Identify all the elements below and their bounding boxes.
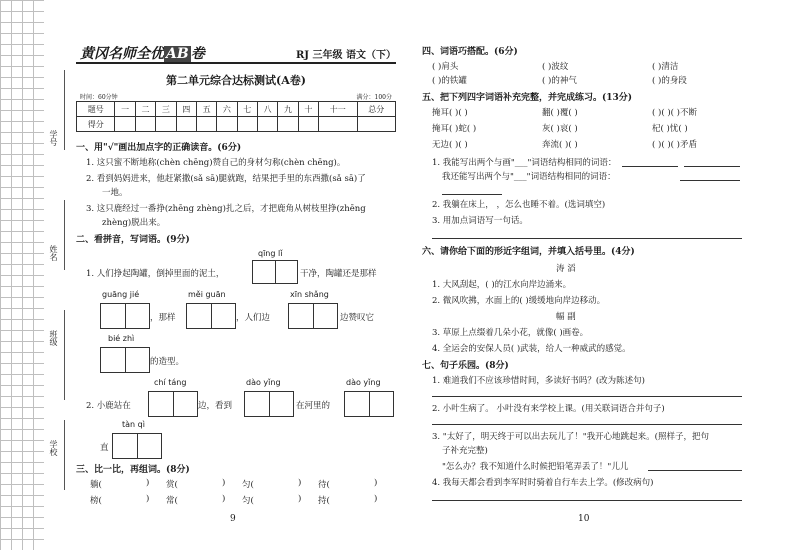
score-cell: 得分 xyxy=(77,117,115,132)
compare-item: 榜( xyxy=(90,496,102,506)
section-2-heading: 二、看拼音，写词语。(9分) xyxy=(76,235,190,245)
s1-q3b: zhèng)脱出来。 xyxy=(102,218,166,228)
score-header-cell: 四 xyxy=(176,102,196,117)
s5-q3: 3. 用加点词语写一句话。 xyxy=(432,216,528,226)
s6-q4: 4. 全运会的安保人员( )武装，给人一种威武的感觉。 xyxy=(432,344,631,354)
student-id-label: 学号 xyxy=(49,130,58,146)
answer-box[interactable] xyxy=(148,391,198,417)
answer-box[interactable] xyxy=(100,347,150,373)
binder-line xyxy=(64,420,65,490)
match-item: ( )清洁 xyxy=(652,62,679,72)
answer-box[interactable] xyxy=(252,260,298,284)
pinyin-daoying-2: dào yǐng xyxy=(346,378,381,387)
match-item: ( )的神气 xyxy=(542,76,577,86)
class-label: 班级 xyxy=(49,330,58,346)
answer-box[interactable] xyxy=(344,391,394,417)
s5-q1a: 1. 我能写出两个与画"___"词语结构相同的词语： xyxy=(432,158,617,168)
s6-q1: 1. 大风刮起，( )的江水向岸边涌来。 xyxy=(432,280,572,290)
page-number-left: 9 xyxy=(230,514,236,524)
answer-box[interactable] xyxy=(100,303,150,329)
match-item: ( )肩头 xyxy=(432,62,459,72)
s7-q3b: 子补充完整) xyxy=(442,446,488,456)
compare-close-paren: ) xyxy=(222,478,226,488)
score-header-cell: 题号 xyxy=(77,102,115,117)
score-cell[interactable] xyxy=(319,117,357,132)
score-header-cell: 十一 xyxy=(319,102,357,117)
score-cell[interactable] xyxy=(257,117,277,132)
idiom-item: 翻( )覆( ) xyxy=(542,108,578,118)
score-cell[interactable] xyxy=(156,117,176,132)
match-item: ( )波纹 xyxy=(542,62,569,72)
s2-q1e: 边赞叹它 xyxy=(340,313,375,323)
grade-label: RJ 三年级 语文（下） xyxy=(295,50,396,61)
binder-strip xyxy=(44,0,74,550)
pinyin-daoying-1: dào yǐng xyxy=(246,378,281,387)
s7-q3a: 3. "太好了，明天终于可以出去玩儿了！"我开心地跳起来。(照样子，把句 xyxy=(432,432,709,442)
pinyin-qingli: qīng lǐ xyxy=(258,249,283,258)
score-table xyxy=(76,101,396,132)
brand-logo: 黄冈名师全优 AB 卷 xyxy=(80,46,205,62)
pinyin-xinshang: xīn shǎng xyxy=(290,290,329,299)
compare-item: 待( xyxy=(318,480,330,490)
answer-box[interactable] xyxy=(186,303,236,329)
answer-box[interactable] xyxy=(288,303,338,329)
section-3-heading: 三、比一比，再组词。(8分) xyxy=(76,465,190,475)
score-cell[interactable] xyxy=(357,117,396,132)
score-label: 满分：100分 xyxy=(356,94,392,101)
s2-q1b: 干净，陶罐还是那样 xyxy=(300,269,377,279)
idiom-item: 无边( )( ) xyxy=(432,140,468,150)
section-4-heading: 四、词语巧搭配。(6分) xyxy=(422,47,518,57)
score-cell[interactable] xyxy=(176,117,196,132)
s7-q2: 2. 小叶生病了。 小叶没有来学校上课。(用关联词语合并句子) xyxy=(432,404,665,414)
compare-item: 赏( xyxy=(166,480,178,490)
score-cell[interactable] xyxy=(298,117,318,132)
s6-words-1: 涛 滔 xyxy=(556,264,576,274)
s2-q1f: 的造型。 xyxy=(150,357,185,367)
compare-close-paren: ) xyxy=(146,478,150,488)
compare-item: 匀( xyxy=(242,480,254,490)
s6-q3: 3. 草原上点缀着几朵小花，就像( )画卷。 xyxy=(432,328,589,338)
pinyin-tanqi: tàn qì xyxy=(122,420,145,429)
score-header-cell: 九 xyxy=(278,102,298,117)
score-cell[interactable] xyxy=(115,117,135,132)
pinyin-guangjie: guāng jié xyxy=(102,290,140,299)
pinyin-meiguan: měi guān xyxy=(188,290,226,299)
compare-item: 持( xyxy=(318,496,330,506)
s1-q2b: 一地。 xyxy=(102,188,128,198)
compare-item: 常( xyxy=(166,496,178,506)
score-cell[interactable] xyxy=(237,117,257,132)
score-header-cell: 三 xyxy=(156,102,176,117)
name-label: 姓名 xyxy=(49,245,58,261)
binder-line xyxy=(64,310,65,400)
page-number-right: 10 xyxy=(578,514,590,524)
s5-q1b: 我还能写出两个与"___"词语结构相同的词语： xyxy=(442,172,616,182)
score-header-cell: 七 xyxy=(237,102,257,117)
time-label: 时间：60分钟 xyxy=(80,94,118,101)
section-1-heading: 一、用"√"画出加点字的正确读音。(6分) xyxy=(76,143,242,153)
idiom-item: 杞( )忧( ) xyxy=(652,124,688,134)
s1-q1: 1. 这只蜜不断地称(chèn chēng)赞自己的身材匀称(chèn chēng)。 xyxy=(86,158,346,168)
section-5-heading: 五、把下列四字词语补充完整，并完成练习。(13分) xyxy=(422,93,633,103)
s7-q4: 4. 我每天都会看到李军时时骑着自行车去上学。(修改病句) xyxy=(432,478,654,488)
grid-margin xyxy=(0,0,44,550)
pinyin-biezhi: bié zhì xyxy=(108,334,135,343)
s7-q1: 1. 难道我们不应该珍惜时间，多读好书吗？(改为陈述句) xyxy=(432,376,645,386)
school-label: 学校 xyxy=(49,440,58,456)
score-header-cell: 十 xyxy=(298,102,318,117)
compare-item: 匀( xyxy=(242,496,254,506)
compare-close-paren: ) xyxy=(222,494,226,504)
page-header xyxy=(76,40,396,64)
s2-q2b: 边，看到 xyxy=(198,401,233,411)
answer-box[interactable] xyxy=(112,433,162,459)
s2-q2a: 2. 小鹿站在 xyxy=(86,401,131,411)
score-cell[interactable] xyxy=(196,117,216,132)
idiom-item: 掩耳( )( ) xyxy=(432,108,468,118)
score-header-cell: 六 xyxy=(217,102,237,117)
idiom-item: ( )( )( )不断 xyxy=(652,108,698,118)
pinyin-chitang: chí táng xyxy=(154,378,187,387)
s2-q1d: ，人们边 xyxy=(236,313,271,323)
compare-close-paren: ) xyxy=(298,494,302,504)
binder-line xyxy=(64,200,65,270)
score-cell[interactable] xyxy=(278,117,298,132)
s2-q2d: 直 xyxy=(100,443,109,453)
s6-q2: 2. 微风吹拂，水面上的( )缓缓地向岸边移动。 xyxy=(432,296,606,306)
s1-q2a: 2. 看到妈妈进来，他赶紧撒(sǎ sā)腿就跑，结果把手里的东西撒(sǎ sā)了 xyxy=(86,174,366,184)
score-header-cell: 五 xyxy=(196,102,216,117)
idiom-item: 灰( )哀( ) xyxy=(542,124,578,134)
binder-line xyxy=(64,70,65,150)
idiom-item: 奔流( )( ) xyxy=(542,140,578,150)
compare-close-paren: ) xyxy=(146,494,150,504)
score-cell[interactable] xyxy=(217,117,237,132)
s5-q2: 2. 我躺在床上， ，怎么也睡不着。(选词填空) xyxy=(432,200,606,210)
s2-q1a: 1. 人们挣起陶罐，倒掉里面的泥土， xyxy=(86,269,225,279)
match-item: ( )的铁罐 xyxy=(432,76,467,86)
compare-close-paren: ) xyxy=(374,494,378,504)
score-header-cell: 一 xyxy=(115,102,135,117)
score-header-cell: 二 xyxy=(135,102,155,117)
score-header-cell: 八 xyxy=(257,102,277,117)
test-title: 第二单元综合达标测试(A卷) xyxy=(166,74,306,87)
idiom-item: ( )( )( )矛盾 xyxy=(652,140,698,150)
s2-q1c: ，那样 xyxy=(150,313,176,323)
compare-close-paren: ) xyxy=(298,478,302,488)
score-cell[interactable] xyxy=(135,117,155,132)
s2-q2c: 在河里的 xyxy=(296,401,331,411)
s6-words-2: 幅 副 xyxy=(556,312,576,322)
section-6-heading: 六、请你给下面的形近字组词，并填入括号里。(4分) xyxy=(422,247,635,257)
answer-box[interactable] xyxy=(244,391,294,417)
s1-q3a: 3. 这只鹿经过一番挣(zhēng zhèng)扎之后，才把鹿角从树枝里挣(zhēng xyxy=(86,204,366,214)
section-7-heading: 七、句子乐园。(8分) xyxy=(422,361,509,371)
compare-close-paren: ) xyxy=(374,478,378,488)
match-item: ( )的身段 xyxy=(652,76,687,86)
idiom-item: 掩耳( )蛇( ) xyxy=(432,124,477,134)
compare-item: 躺( xyxy=(90,480,102,490)
s7-q3c: "怎么办？我不知道什么时候把铅笔弄丢了！"儿儿 xyxy=(442,462,629,472)
score-header-cell: 总分 xyxy=(357,102,396,117)
